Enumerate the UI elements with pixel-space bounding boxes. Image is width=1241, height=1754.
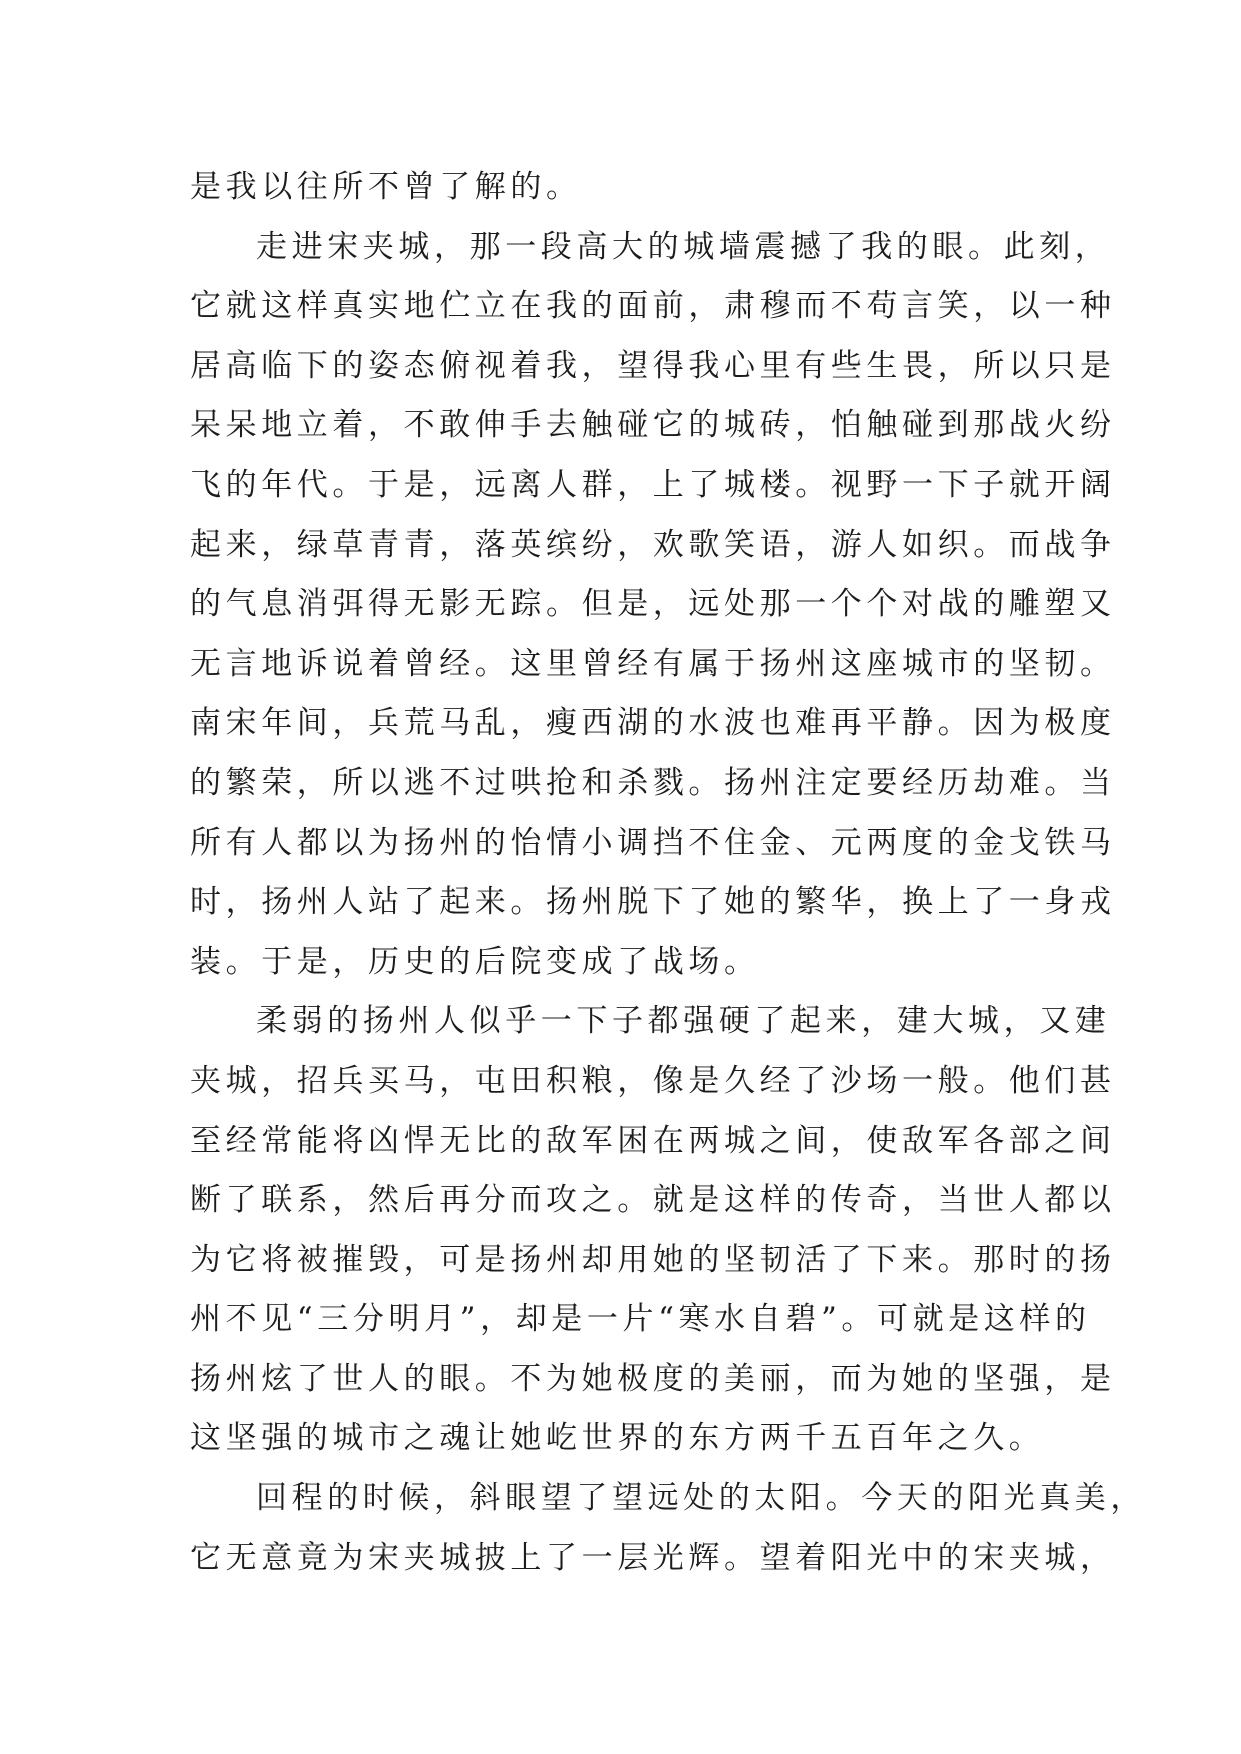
text-line: 至经常能将凶悍无比的敌军困在两城之间，使敌军各部之间: [190, 1122, 1116, 1159]
text-line: 所有人都以为扬州的怡情小调挡不住金、元两度的金戈铁马: [190, 824, 1116, 861]
text-line: 装。于是，历史的后院变成了战场。: [190, 943, 760, 980]
text-line: 它就这样真实地伫立在我的面前，肃穆而不苟言笑，以一种: [190, 288, 1116, 325]
text-line: 时，扬州人站了起来。扬州脱下了她的繁华，换上了一身戎: [190, 884, 1116, 921]
body-text: [190, 158, 1146, 1588]
text-line: 是我以往所不曾了解的。: [190, 169, 582, 205]
paragraph-first-line: 回程的时候，斜眼望了望远处的太阳。今天的阳光真美，: [256, 1480, 1146, 1517]
text-line: 扬州炫了世人的眼。不为她极度的美丽，而为她的坚强，是: [190, 1360, 1116, 1397]
text-line: 州不见“三分明月”，却是一片“寒水自碧”。可就是这样的: [190, 1301, 1091, 1338]
text-line: 南宋年间，兵荒马乱，瘦西湖的水波也难再平静。因为极度: [190, 705, 1116, 742]
text-line: 为它将被摧毁，可是扬州却用她的坚韧活了下来。那时的扬: [190, 1241, 1116, 1278]
paragraph-first-line: 柔弱的扬州人似乎一下子都强硬了起来，建大城，又建: [256, 1003, 1111, 1040]
text-line: 的繁荣，所以逃不过哄抢和杀戮。扬州注定要经历劫难。当: [190, 764, 1116, 801]
text-line: 呆呆地立着，不敢伸手去触碰它的城砖，怕触碰到那战火纷: [190, 407, 1116, 444]
text-line: 这坚强的城市之魂让她屹世界的东方两千五百年之久。: [190, 1420, 1045, 1457]
paragraph-first-line: 走进宋夹城，那一段高大的城墙震撼了我的眼。此刻，: [256, 228, 1111, 265]
text-line: 飞的年代。于是，远离人群，上了城楼。视野一下子就开阔: [190, 466, 1116, 503]
text-line: 的气息消弭得无影无踪。但是，远处那一个个对战的雕塑又: [190, 586, 1116, 623]
text-line: 断了联系，然后再分而攻之。就是这样的传奇，当世人都以: [190, 1182, 1116, 1219]
text-line: 居高临下的姿态俯视着我，望得我心里有些生畏，所以只是: [190, 347, 1116, 384]
text-line: 起来，绿草青青，落英缤纷，欢歌笑语，游人如织。而战争: [190, 526, 1116, 563]
text-line: 夹城，招兵买马，屯田积粮，像是久经了沙场一般。他们甚: [190, 1062, 1116, 1099]
text-line: 它无意竟为宋夹城披上了一层光辉。望着阳光中的宋夹城，: [190, 1539, 1116, 1576]
text-line: 无言地诉说着曾经。这里曾经有属于扬州这座城市的坚韧。: [190, 645, 1116, 682]
